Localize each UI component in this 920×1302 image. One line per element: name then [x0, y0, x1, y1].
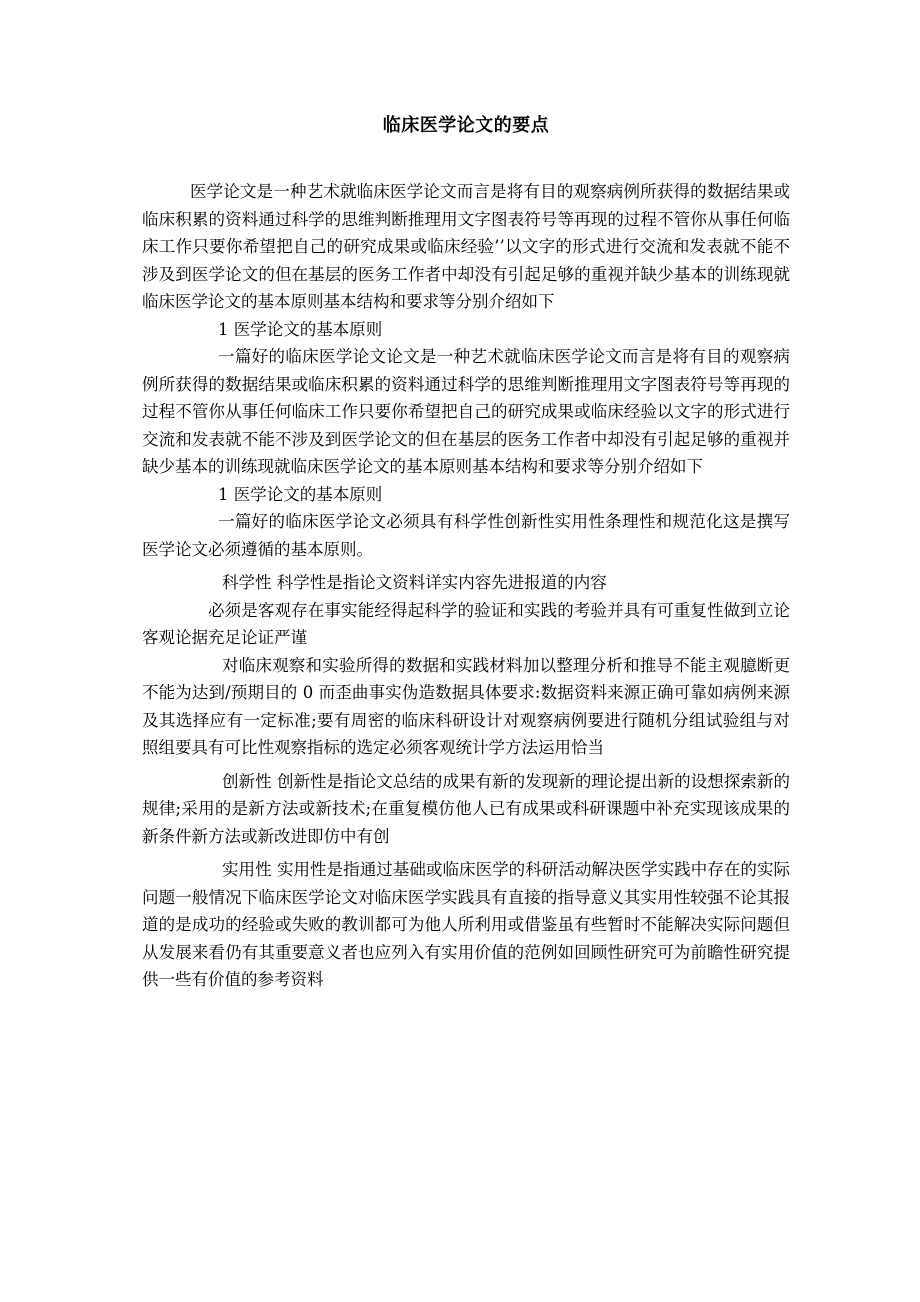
paragraph-intro: 医学论文是一种艺术就临床医学论文而言是将有目的观察病例所获得的数据结果或临床积累的资料通过科学的思维判断推理用文字图表符号等再现的过程不管你从事任何临床工作只要你希望把自己的研究成果或临床经验’’以文字的形式进行交流和发表就不能不涉及到医学论文的但在基层的医务工作者中却没有引起足够的重视并缺少基本的训练现就临床医学论文的基本原则基本结构和要求等分别介绍如下	[142, 182, 790, 311]
paragraph-data-requirements: 对临床观察和实验所得的数据和实践材料加以整理分析和推导不能主观臆断更不能为达到/预期目的 0 而歪曲事实伪造数据具体要求:数据资料来源正确可靠如病例来源及其选择应有一定标准;要有周密的临床科研设计对观察病例要进行随机分组试验组与对照组要具有可比性观察指标的选定必须客观统计学方法运用恰当	[142, 655, 790, 757]
paragraph-innovation: 创新性 创新性是指论文总结的成果有新的发现新的理论提出新的设想探索新的规律;采用的是新方法或新技术;在重复模仿他人已有成果或科研课题中补充实现该成果的新条件新方法或新改进即仿中有创	[142, 771, 790, 846]
paragraph-basic-principles: 一篇好的临床医学论文必须具有科学性创新性实用性条理性和规范化这是撰写医学论文必须遵循的基本原则。	[142, 512, 790, 559]
paragraph-practicality: 实用性 实用性是指通过基础或临床医学的科研活动解决医学实践中存在的实际问题一般情况下临床医学论文对临床医学实践具有直接的指导意义其实用性较强不论其报道的是成功的经验或失败的教训都可为他人所利用或借鉴虽有些暂时不能解决实际问题但从发展来看仍有其重要意义者也应列入有实用价值的范例如回顾性研究可为前瞻性研究提供一些有价值的参考资料	[142, 860, 790, 989]
paragraph-objective: 必须是客观存在事实能经得起科学的验证和实践的考验并具有可重复性做到立论客观论据充足论证严谨	[142, 600, 790, 647]
document-page	[142, 112, 790, 994]
section-heading-principles: 1 医学论文的基本原则	[218, 319, 383, 339]
document-title: 临床医学论文的要点	[382, 115, 550, 136]
paragraph-scientific: 科学性 科学性是指论文资料详实内容先进报道的内容	[222, 573, 607, 592]
paragraph-good-paper: 一篇好的临床医学论文论文是一种艺术就临床医学论文而言是将有目的观察病例所获得的数据结果或临床积累的资料通过科学的思维判断推理用文字图表符号等再现的过程不管你从事任何临床工作只要你希望把自己的研究成果或临床经验以文字的形式进行交流和发表就不能不涉及到医学论文的但在基层的医务工作者中却没有引起足够的重视并缺少基本的训练现就临床医学论文的基本原则基本结构和要求等分别介绍如下	[142, 347, 790, 476]
section-heading-principles-repeat: 1 医学论文的基本原则	[218, 484, 383, 504]
